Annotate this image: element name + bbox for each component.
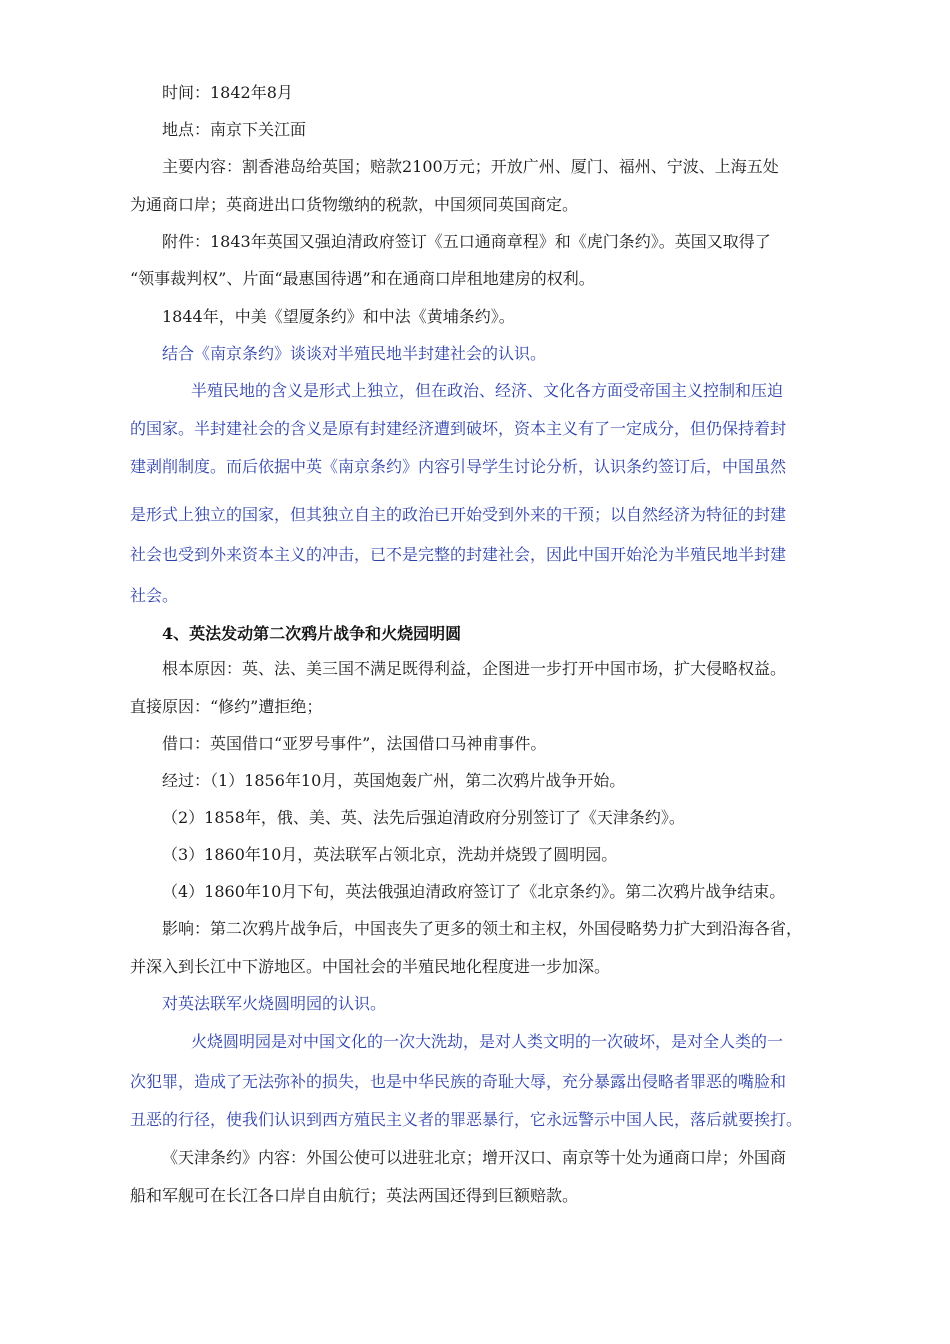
- question-line: 对英法联军火烧圆明园的认识。: [162, 994, 387, 1013]
- text-line: 1844年，中美《望厦条约》和中法《黄埔条约》。: [162, 307, 515, 326]
- text-line: 时间：1842年8月: [162, 83, 293, 102]
- text-line: 影响：第二次鸦片战争后，中国丧失了更多的领土和主权，外国侵略势力扩大到沿海各省，: [162, 919, 803, 938]
- text-line: 经过：（1）1856年10月，英国炮轰广州，第二次鸦片战争开始。: [162, 771, 626, 790]
- text-line: （2）1858年，俄、美、英、法先后强迫清政府分别签订了《天津条约》。: [162, 808, 685, 827]
- text-line: 并深入到长江中下游地区。中国社会的半殖民地化程度进一步加深。: [130, 957, 611, 976]
- text-line: 根本原因：英、法、美三国不满足既得利益，企图进一步打开中国市场，扩大侵略权益。: [162, 659, 787, 678]
- question-line: 结合《南京条约》谈谈对半殖民地半封建社会的认识。: [162, 344, 547, 363]
- text-line: 地点：南京下关江面: [162, 120, 307, 139]
- text-line: 船和军舰可在长江各口岸自由航行；英法两国还得到巨额赔款。: [130, 1186, 579, 1205]
- text-line: “领事裁判权”、片面“最惠国待遇”和在通商口岸租地建房的权利。: [130, 269, 595, 288]
- text-line: 直接原因：“修约”遭拒绝；: [130, 697, 323, 716]
- section-heading: 4、英法发动第二次鸦片战争和火烧园明圆: [162, 624, 462, 643]
- answer-line: 建剥削制度。而后依据中英《南京条约》内容引导学生讨论分析，认识条约签订后，中国虽然: [130, 457, 787, 476]
- text-line: 《天津条约》内容：外国公使可以进驻北京；增开汉口、南京等十处为通商口岸；外国商: [162, 1148, 787, 1167]
- answer-line: 半殖民地的含义是形式上独立，但在政治、经济、文化各方面受帝国主义控制和压迫: [191, 381, 784, 400]
- text-line: 附件：1843年英国又强迫清政府签订《五口通商章程》和《虎门条约》。英国又取得了: [162, 232, 771, 251]
- answer-line: 丑恶的行径，使我们认识到西方殖民主义者的罪恶暴行，它永远警示中国人民，落后就要挨打。: [130, 1110, 803, 1129]
- text-line: 主要内容：割香港岛给英国；赔款2100万元；开放广州、厦门、福州、宁波、上海五处: [162, 157, 779, 176]
- answer-line: 社会也受到外来资本主义的冲击，已不是完整的封建社会，因此中国开始沦为半殖民地半封建: [130, 545, 787, 564]
- answer-line: 次犯罪，造成了无法弥补的损失，也是中华民族的奇耻大辱，充分暴露出侵略者罪恶的嘴脸和: [130, 1072, 787, 1091]
- text-line: （3）1860年10月，英法联军占领北京，洗劫并烧毁了圆明园。: [162, 845, 618, 864]
- answer-line: 是形式上独立的国家，但其独立自主的政治已开始受到外来的干预；以自然经济为特征的封建: [130, 505, 787, 524]
- text-line: （4）1860年10月下旬，英法俄强迫清政府签订了《北京条约》。第二次鸦片战争结束。: [162, 882, 786, 901]
- answer-line: 火烧圆明园是对中国文化的一次大洗劫，是对人类文明的一次破坏，是对全人类的一: [191, 1032, 784, 1051]
- answer-line: 社会。: [130, 586, 179, 605]
- text-line: 借口：英国借口“亚罗号事件”，法国借口马神甫事件。: [162, 734, 547, 753]
- answer-line: 的国家。半封建社会的含义是原有封建经济遭到破坏，资本主义有了一定成分，但仍保持着封: [130, 419, 787, 438]
- text-line: 为通商口岸；英商进出口货物缴纳的税款，中国须同英国商定。: [130, 195, 579, 214]
